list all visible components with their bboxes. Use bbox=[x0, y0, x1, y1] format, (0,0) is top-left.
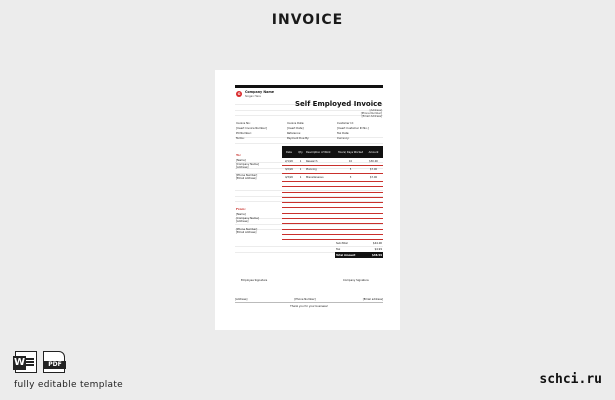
info-label: [Insert Date] bbox=[287, 127, 304, 130]
info-label: Currency: bbox=[337, 137, 350, 140]
info-label: [Insert Invoice Number] bbox=[236, 127, 267, 130]
info-label: Payment Due By: bbox=[287, 137, 310, 140]
info-label: PO Number: bbox=[236, 132, 252, 135]
header-date: Date bbox=[286, 150, 292, 154]
brand-watermark: schci.ru bbox=[539, 372, 602, 387]
info-label: Terms: bbox=[236, 137, 245, 140]
thanks-message: Thank you for your business! bbox=[290, 304, 328, 308]
subtotal-row: Sub-Total $44.00 bbox=[336, 241, 382, 245]
address-column bbox=[235, 146, 279, 256]
totals-block bbox=[335, 240, 383, 258]
company-signature-label: Company Signature bbox=[343, 279, 369, 282]
from-label: From: bbox=[236, 207, 246, 211]
address-line: [Address] bbox=[369, 109, 382, 112]
info-label: Customer Id: bbox=[337, 122, 354, 125]
editable-caption: fully editable template bbox=[14, 380, 123, 390]
header-description: Description of Work bbox=[306, 150, 331, 154]
info-label: [Insert Customer ID No.] bbox=[337, 127, 369, 130]
invoice-sheet bbox=[215, 70, 400, 330]
to-label: To: bbox=[236, 153, 241, 157]
line-items-table bbox=[282, 146, 383, 257]
info-label: Invoice No: bbox=[236, 122, 251, 125]
company-address bbox=[361, 109, 382, 119]
header-hours: Hours/ Days Worked bbox=[337, 150, 364, 154]
invoice-document bbox=[235, 85, 383, 310]
employee-signature-label: Employee Signature bbox=[241, 279, 268, 282]
header-amount: Amount bbox=[368, 150, 379, 154]
table-row: 2/1/20 1 Research 10 $30.00 bbox=[282, 158, 383, 166]
footer-address: [Address] bbox=[235, 298, 248, 302]
document-title: Self Employed Invoice bbox=[295, 100, 382, 108]
footer-email: [Email address] bbox=[362, 298, 383, 302]
table-header bbox=[282, 146, 383, 158]
invoice-info bbox=[235, 121, 383, 146]
footer-phone: [Phone Number] bbox=[294, 298, 316, 302]
pdf-icon: PDF bbox=[43, 351, 65, 373]
info-label: Tax Date: bbox=[337, 132, 350, 135]
table-row: 4/3/20 1 Miscellaneous 3 $7.00 bbox=[282, 174, 383, 182]
page-title: INVOICE bbox=[271, 12, 344, 28]
info-label: Invoice Date: bbox=[287, 122, 305, 125]
slogan: Slogan Here bbox=[245, 95, 261, 98]
company-name: Company Name bbox=[245, 90, 275, 94]
company-logo-icon: G bbox=[237, 92, 241, 96]
invoice-footer bbox=[235, 298, 383, 308]
tax-row: Tax $4.99 bbox=[336, 247, 382, 251]
total-row: Total Amount $38.59 bbox=[336, 253, 382, 257]
signature-block bbox=[235, 277, 383, 291]
phone-line: [Phone Number] bbox=[360, 112, 382, 116]
info-label: Reference: bbox=[287, 132, 301, 135]
invoice-body bbox=[235, 146, 383, 256]
header-qty: Qty bbox=[298, 150, 303, 154]
email-line: [Email Address] bbox=[361, 115, 382, 119]
from-address: [Name] [Company Name] [Address] [Phone Number] [Email Address] bbox=[236, 213, 259, 235]
table-row: 3/2/20 1 Planning 5 $7.00 bbox=[282, 166, 383, 174]
invoice-header bbox=[235, 88, 383, 121]
word-icon: W bbox=[15, 351, 37, 373]
to-address: [Name] [Company Name] [Address] [Phone Number] [Email Address] bbox=[236, 159, 259, 181]
format-icons bbox=[15, 351, 65, 373]
